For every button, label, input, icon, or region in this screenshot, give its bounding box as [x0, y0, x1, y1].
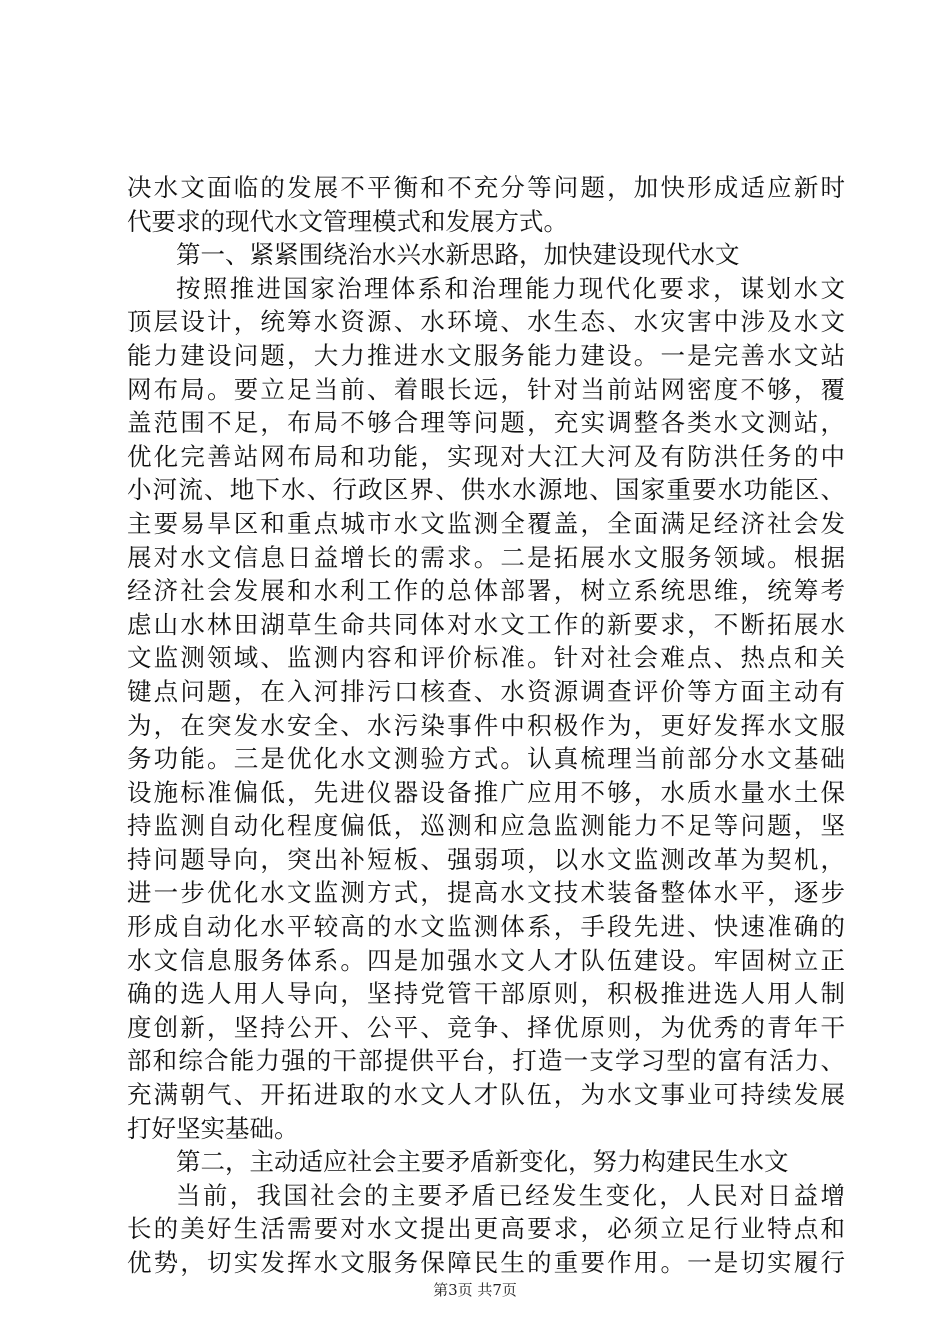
text-line: 打好坚实基础。: [127, 1113, 299, 1143]
text-line: 度创新，坚持公开、公平、竞争、择优原则，为优秀的青年干: [127, 1012, 845, 1042]
text-line: 按照推进国家治理体系和治理能力现代化要求，谋划水文: [176, 273, 845, 303]
text-line: 当前，我国社会的主要矛盾已经发生变化，人民对日益增: [176, 1180, 845, 1210]
text-line: 能力建设问题，大力推进水文服务能力建设。一是完善水文站: [127, 340, 845, 370]
text-line: 文监测领域、监测内容和评价标准。针对社会难点、热点和关: [127, 643, 845, 673]
document-body: [127, 171, 845, 1280]
text-line: 优势，切实发挥水文服务保障民生的重要作用。一是切实履行: [127, 1248, 845, 1277]
text-line: 务功能。三是优化水文测验方式。认真梳理当前部分水文基础: [127, 744, 845, 774]
text-line: 虑山水林田湖草生命共同体对水文工作的新要求，不断拓展水: [127, 609, 845, 639]
text-line: 决水文面临的发展不平衡和不充分等问题，加快形成适应新时: [127, 173, 845, 202]
text-line: 持监测自动化程度偏低，巡测和应急监测能力不足等问题，坚: [127, 811, 845, 841]
text-line: 为，在突发水安全、水污染事件中积极作为，更好发挥水文服: [127, 710, 845, 740]
text-line: 展对水文信息日益增长的需求。二是拓展水文服务领域。根据: [127, 542, 845, 572]
text-line: 网布局。要立足当前、着眼长远，针对当前站网密度不够，覆: [127, 374, 845, 404]
text-line: 长的美好生活需要对水文提出更高要求，必须立足行业特点和: [127, 1214, 845, 1244]
text-line: 第一、紧紧围绕治水兴水新思路，加快建设现代水文: [176, 240, 740, 270]
text-line: 主要易旱区和重点城市水文监测全覆盖，全面满足经济社会发: [127, 508, 845, 538]
text-line: 形成自动化水平较高的水文监测体系，手段先进、快速准确的: [127, 912, 845, 942]
text-line: 部和综合能力强的干部提供平台，打造一支学习型的富有活力、: [127, 1046, 845, 1076]
text-line: 设施标准偏低，先进仪器设备推广应用不够，水质水量水土保: [127, 777, 845, 807]
text-line: 充满朝气、开拓进取的水文人才队伍，为水文事业可持续发展: [127, 1080, 845, 1110]
text-line: 顶层设计，统筹水资源、水环境、水生态、水灾害中涉及水文: [127, 307, 845, 337]
text-line: 进一步优化水文监测方式，提高水文技术装备整体水平，逐步: [127, 878, 845, 908]
text-line: 水文信息服务体系。四是加强水文人才队伍建设。牢固树立正: [127, 945, 845, 975]
page-number-footer: 第3页 共7页: [433, 1281, 517, 1299]
text-line: 小河流、地下水、行政区界、供水水源地、国家重要水功能区、: [127, 475, 845, 505]
text-line: 键点问题，在入河排污口核查、水资源调查评价等方面主动有: [127, 676, 845, 706]
text-line: 持问题导向，突出补短板、强弱项，以水文监测改革为契机，: [127, 844, 845, 874]
text-line: 优化完善站网布局和功能，实现对大江大河及有防洪任务的中: [127, 441, 845, 471]
text-line: 第二，主动适应社会主要矛盾新变化，努力构建民生水文: [176, 1147, 789, 1177]
text-line: 代要求的现代水文管理模式和发展方式。: [127, 206, 568, 236]
text-line: 盖范围不足，布局不够合理等问题，充实调整各类水文测站，: [127, 408, 845, 438]
text-line: 确的选人用人导向，坚持党管干部原则，积极推进选人用人制: [127, 979, 845, 1009]
text-line: 经济社会发展和水利工作的总体部署，树立系统思维，统筹考: [127, 576, 845, 606]
